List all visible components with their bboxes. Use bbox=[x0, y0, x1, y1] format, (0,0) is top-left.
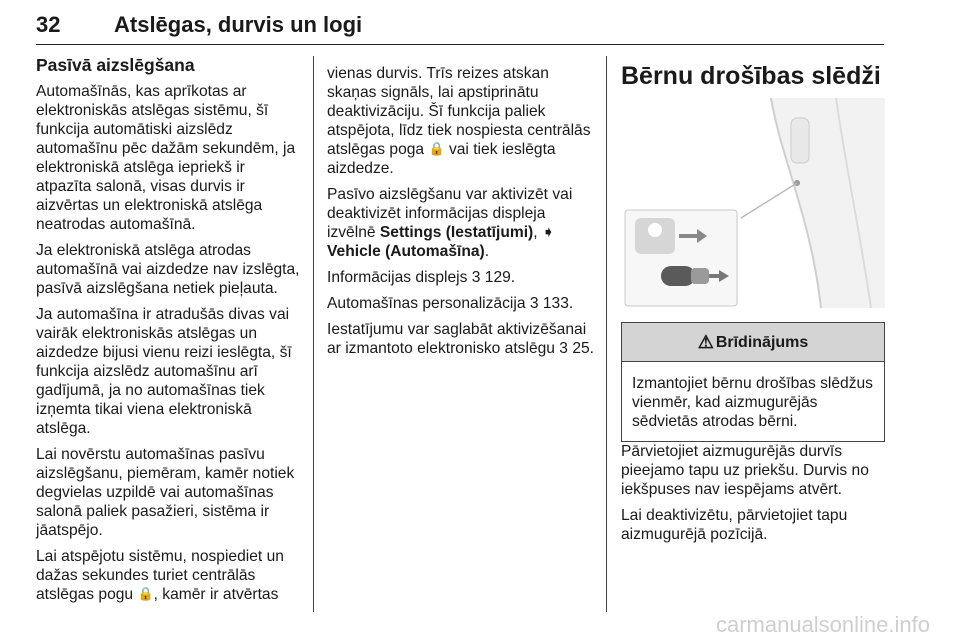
section-heading-child-locks: Bērnu drošības slēdži bbox=[621, 62, 881, 90]
warning-title: Brīdinājums bbox=[715, 333, 809, 351]
column-divider bbox=[606, 56, 607, 612]
menu-arrow-icon: ➧ bbox=[541, 224, 555, 241]
paragraph: vienas durvis. Trīs reizes atskan skaņas signāls, lai apstiprinātu deaktivizāciju. Šī funkcija paliek atspējota, līdz tiek nospiesta centrālās atslēgas poga 🔒 vai tiek ieslēgta aizdedze. bbox=[327, 65, 591, 177]
paragraph: Lai deaktivizētu, pārvietojiet tapu aizmugurējā pozīcijā. bbox=[621, 507, 848, 543]
watermark: carmanualsonline.info bbox=[715, 612, 930, 637]
lock-button-icon: 🔒 bbox=[428, 141, 445, 156]
column-divider bbox=[313, 56, 314, 612]
warning-header bbox=[622, 323, 884, 362]
reference-arrow-icon: 3 bbox=[471, 269, 481, 286]
section-heading-passive-locking: Pasīvā aizslēgšana bbox=[36, 55, 195, 75]
paragraph: Pārvietojiet aizmugurējās durvīs pieejamo tapu uz priekšu. Durvis no iekšpuses nav iespējams atvērt. bbox=[621, 443, 869, 498]
paragraph: Lai novērstu automašīnas pasīvu aizslēgšanu, piemēram, kamēr notiek degvielas uzpildē vai automašīnas salonā paliek pasažieri, sistēma ir jāatspējo. bbox=[36, 446, 295, 539]
page-number: 32 bbox=[36, 12, 61, 37]
chapter-title: Atslēgas, durvis un logi bbox=[114, 12, 363, 37]
reference-arrow-icon: 3 bbox=[559, 340, 568, 357]
paragraph: Pasīvo aizslēgšanu var aktivizēt vai deaktivizēt informācijas displeja izvēlnē Settings (Iestatījumi), ➧ Vehicle (Automašīna). bbox=[327, 186, 573, 260]
column-2 bbox=[327, 64, 595, 365]
lock-button-icon: 🔒 bbox=[137, 586, 154, 601]
page-header bbox=[36, 10, 884, 45]
cross-reference[interactable]: Informācijas displejs 3 129. bbox=[327, 269, 516, 286]
column-3 bbox=[621, 84, 885, 551]
cross-reference[interactable]: Automašīnas personalizācija 3 133. bbox=[327, 295, 574, 312]
paragraph: Ja automašīna ir atradušās divas vai vairāk elektroniskās atslēgas un aizdedze bijusi vienu reizi ieslēgta, šī funkcija aizslēdz automašīnu arī gadījumā, ja no automašīnas tiek izņemta tikai viena elektroniskā atslēga. bbox=[36, 306, 292, 437]
warning-text: Izmantojiet bērnu drošības slēdžus vienmēr, kad aizmugurējās sēdvietās atrodas bērni. bbox=[632, 375, 873, 430]
cross-reference[interactable]: Iestatījumu var saglabāt aktivizēšanai ar izmantoto elektronisko atslēgu 3 25. bbox=[327, 321, 595, 357]
paragraph: Automašīnās, kas aprīkotas ar elektroniskās atslēgas sistēmu, šī funkcija automātiski aizslēdz automašīnu pēc dažām sekundēm, ja elektroniskā atslēga iepriekš ir atpazīta salonā, visas durvis ir aizvērtas un elektroniskā atslēga neatrodas automašīnā. bbox=[36, 83, 296, 233]
child-lock-illustration bbox=[621, 98, 885, 308]
reference-arrow-icon: 3 bbox=[529, 295, 539, 312]
paragraph: Ja elektroniskā atslēga atrodas automašīnā vai aizdedze nav izslēgta, pasīvā aizslēgšana netiek pieļauta. bbox=[36, 242, 300, 297]
warning-box bbox=[621, 322, 885, 442]
column-1 bbox=[36, 56, 302, 611]
paragraph: Lai atspējotu sistēmu, nospiediet un dažas sekundes turiet centrālās atslēgas pogu 🔒, kamēr ir atvērtas bbox=[36, 548, 284, 603]
warning-triangle-icon: ⚠ bbox=[697, 331, 714, 352]
